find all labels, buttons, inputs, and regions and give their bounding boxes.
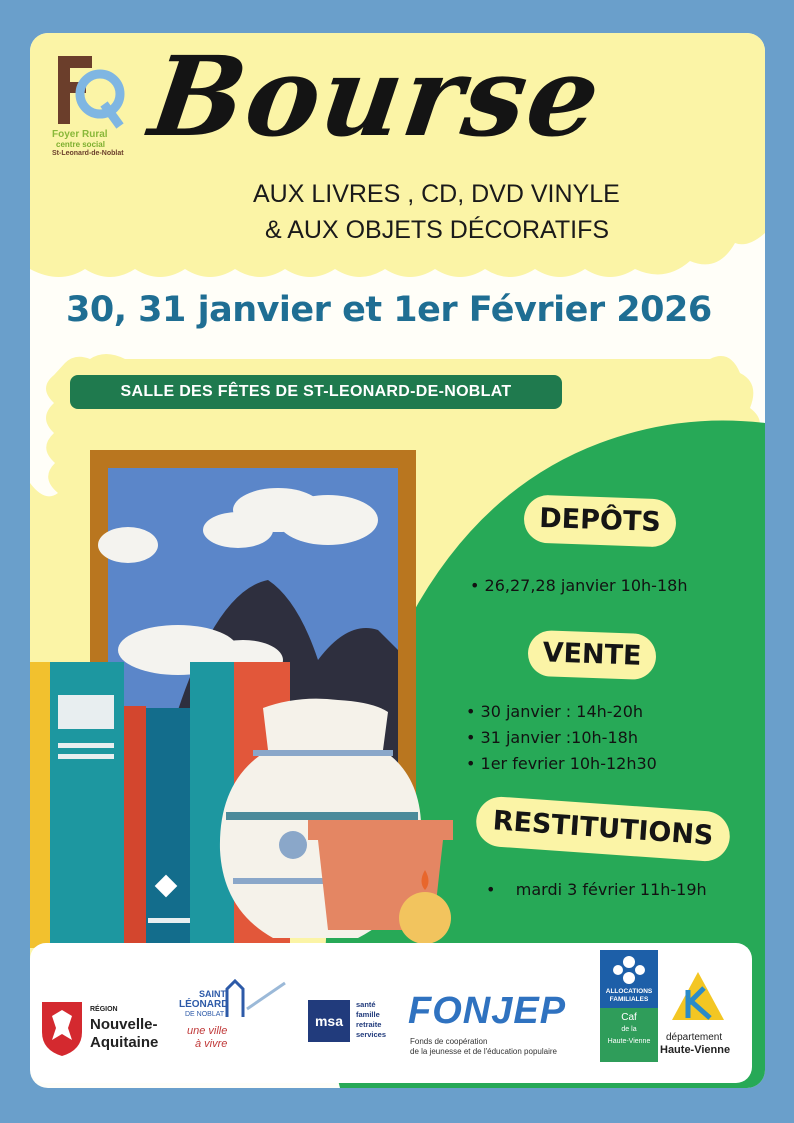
fonjep-wordmark: FONJEP: [408, 990, 567, 1032]
restitutions-list: [486, 877, 707, 903]
vente-heading: VENTE: [527, 630, 657, 680]
book-yellow: [30, 662, 50, 948]
list-item: • 31 janvier :10h-18h: [466, 728, 638, 747]
logo-line3: St-Leonard-de-Noblat: [52, 150, 124, 157]
caf-line2: FAMILIALES: [609, 996, 649, 1003]
poster-title: Bourse: [143, 32, 610, 161]
fonjep-line2: de la jeunesse et de l'éducation populaire: [410, 1047, 557, 1056]
caf-line5: Haute-Vienne: [607, 1038, 651, 1045]
candle: [399, 892, 451, 944]
stleonard-line5: à vivre: [195, 1038, 228, 1050]
logo-line2: centre social: [56, 140, 105, 149]
haute-vienne-mark-icon: [670, 970, 726, 1026]
subtitle-line1: AUX LIVRES , CD, DVD VINYLE: [253, 180, 620, 208]
venue-badge: SALLE DES FÊTES DE ST-LEONARD-DE-NOBLAT: [70, 375, 562, 409]
subtitle-line2: & AUX OBJETS DÉCORATIFS: [265, 216, 610, 244]
stleonard-logo: [175, 975, 295, 1061]
dept-line1: département: [666, 1032, 723, 1043]
book-red: [124, 706, 146, 948]
caf-line1: ALLOCATIONS: [605, 988, 653, 995]
stleonard-line3: DE NOBLAT: [185, 1011, 225, 1018]
logo-line1: Foyer Rural: [52, 129, 108, 140]
depots-list: [470, 573, 687, 599]
region-shield-icon: [38, 1000, 86, 1058]
illustration-books-vase: [28, 450, 458, 950]
haute-vienne-logo: [660, 970, 738, 1065]
event-dates: 30, 31 janvier et 1er Février 2026: [66, 290, 712, 330]
msa-mark: msa: [308, 1000, 350, 1042]
caf-family-icon: [612, 954, 646, 986]
region-line2: Aquitaine: [90, 1034, 159, 1051]
list-item: • 30 janvier : 14h-20h: [466, 702, 644, 721]
region-line1: Nouvelle-: [90, 1016, 158, 1033]
stleonard-line2: LÉONARD: [179, 999, 229, 1010]
msa-words: santé famille retraite services: [356, 1000, 387, 1039]
msa-logo: [308, 1000, 403, 1044]
region-small: RÉGION: [90, 1006, 118, 1013]
foyer-rural-logo: [52, 52, 132, 162]
stleonard-line1: SAINT: [199, 989, 226, 999]
stleonard-mark-icon: [223, 979, 289, 1019]
caf-line3: Caf: [621, 1012, 637, 1023]
dept-line2: Haute-Vienne: [660, 1044, 731, 1056]
vente-list: [466, 699, 657, 777]
list-item: • mardi 3 février 11h-19h: [486, 880, 707, 899]
depots-heading: DEPÔTS: [523, 494, 677, 547]
fr-logo-mark-icon: [52, 52, 132, 132]
caf-line4: de la: [621, 1026, 637, 1033]
stleonard-line4: une ville: [187, 1025, 228, 1037]
list-item: • 26,27,28 janvier 10h-18h: [470, 576, 688, 595]
book-blue: [146, 708, 190, 948]
fonjep-line1: Fonds de coopération: [410, 1037, 488, 1046]
caf-logo: [600, 950, 658, 1062]
fonjep-logo: [408, 990, 600, 1060]
list-item: • 1er fevrier 10h-12h30: [466, 754, 657, 773]
region-logo: [38, 1000, 168, 1060]
restitutions-heading: RESTITUTIONS: [475, 795, 732, 863]
